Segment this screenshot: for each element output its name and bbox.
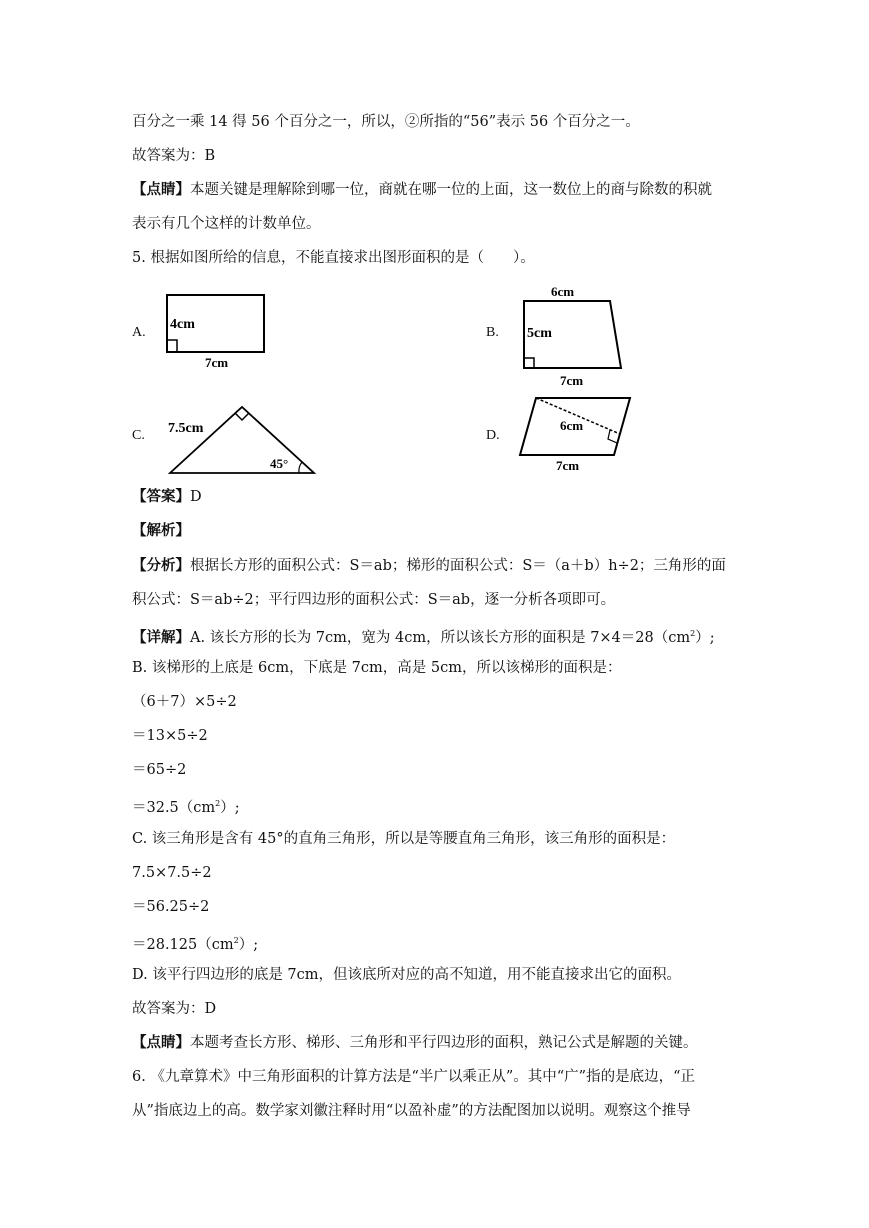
question-6-line-1: 6. 《九章算术》中三角形面积的计算方法是“半广以乘正从”。其中“广”指的是底边，“正	[132, 1069, 696, 1085]
figure-c-triangle	[160, 395, 325, 480]
line-3-text: 本题关键是理解除到哪一位，商就在哪一位的上面，这一数位上的商与除数的积就	[190, 182, 712, 198]
jiexi-line: 【解析】	[132, 522, 190, 539]
answer-line	[132, 487, 202, 507]
line-2: 故答案为：B	[132, 148, 216, 164]
option-c-label: C.	[132, 428, 145, 443]
detail-sup-1: 2	[690, 629, 696, 638]
option-a-label: A.	[132, 325, 146, 340]
tag-detail: 【详解】	[132, 629, 190, 646]
b-line-5-text: ＝32.5（cm	[132, 800, 216, 816]
detail-line-1	[132, 624, 715, 648]
detail-end-1: ）;	[695, 630, 715, 646]
analysis-text-1: 根据长方形的面积公式：S＝ab；梯形的面积公式：S＝（a＋b）h÷2；三角形的面	[190, 558, 726, 574]
answer-value: D	[190, 489, 202, 505]
b-line-5-sup: 2	[215, 799, 221, 808]
line-3	[132, 180, 712, 200]
figure-b-trapezoid	[514, 282, 634, 390]
figure-b-height: 5cm	[527, 326, 552, 341]
c-line-4-text: ＝28.125（cm	[132, 937, 234, 953]
dianjing-line	[132, 1033, 698, 1053]
tag-dianjing: 【点睛】	[132, 181, 190, 198]
figure-b-top: 6cm	[551, 284, 575, 299]
figure-a-width: 7cm	[205, 355, 229, 370]
b-line-2: （6＋7）×5÷2	[132, 694, 237, 710]
figure-c-angle: 45°	[270, 456, 289, 471]
option-d-label: D.	[486, 428, 500, 443]
c-line-3: ＝56.25÷2	[132, 899, 210, 915]
c-line-2: 7.5×7.5÷2	[132, 865, 212, 881]
figure-d-parallelogram	[512, 392, 642, 477]
analysis-line-2: 积公式：S＝ab÷2；平行四边形的面积公式：S＝ab，逐一分析各项即可。	[132, 592, 616, 608]
b-line-5	[132, 794, 240, 818]
figure-d-height: 6cm	[560, 418, 584, 433]
c-line-4-end: ）;	[238, 937, 259, 953]
b-line-1: B. 该梯形的上底是 6cm，下底是 7cm，高是 5cm，所以该梯形的面积是：	[132, 660, 622, 676]
figure-a-rectangle	[160, 290, 275, 372]
c-line-1: C. 该三角形是含有 45°的直角三角形，所以是等腰直角三角形，该三角形的面积是：	[132, 831, 676, 847]
question-6-line-2: 从”指底边上的高。数学家刘徽注释时用“以盈补虚”的方法配图加以说明。观察这个推导	[132, 1103, 691, 1119]
b-line-4: ＝65÷2	[132, 762, 187, 778]
b-line-5-end: ）;	[220, 800, 240, 816]
b-line-3: ＝13×5÷2	[132, 728, 208, 744]
option-b-label: B.	[486, 325, 499, 340]
line-1: 百分之一乘 14 得 56 个百分之一，所以，②所指的“56”表示 56 个百分之一。	[132, 114, 640, 130]
d-line-1: D. 该平行四边形的底是 7cm，但该底所对应的高不知道，用不能直接求出它的面积。	[132, 967, 682, 983]
conclusion-line: 故答案为：D	[132, 1001, 217, 1017]
question-5: 5. 根据如图所给的信息，不能直接求出图形面积的是（ ）。	[132, 250, 535, 266]
tag-analysis: 【分析】	[132, 557, 190, 574]
figure-b-bottom: 7cm	[560, 373, 584, 388]
figure-d-base: 7cm	[556, 458, 580, 473]
analysis-line-1	[132, 556, 726, 576]
line-4: 表示有几个这样的计数单位。	[132, 216, 321, 232]
c-line-4-sup: 2	[233, 936, 239, 945]
c-line-4	[132, 931, 258, 955]
dianjing-text: 本题考查长方形、梯形、三角形和平行四边形的面积，熟记公式是解题的关键。	[190, 1035, 698, 1051]
detail-text-1: A. 该长方形的长为 7cm，宽为 4cm，所以该长方形的面积是 7×4＝28（cm	[190, 630, 691, 646]
figure-a-height: 4cm	[170, 317, 195, 332]
figure-c-side: 7.5cm	[168, 421, 204, 436]
tag-answer: 【答案】	[132, 488, 190, 505]
tag-dianjing-2: 【点睛】	[132, 1034, 190, 1051]
